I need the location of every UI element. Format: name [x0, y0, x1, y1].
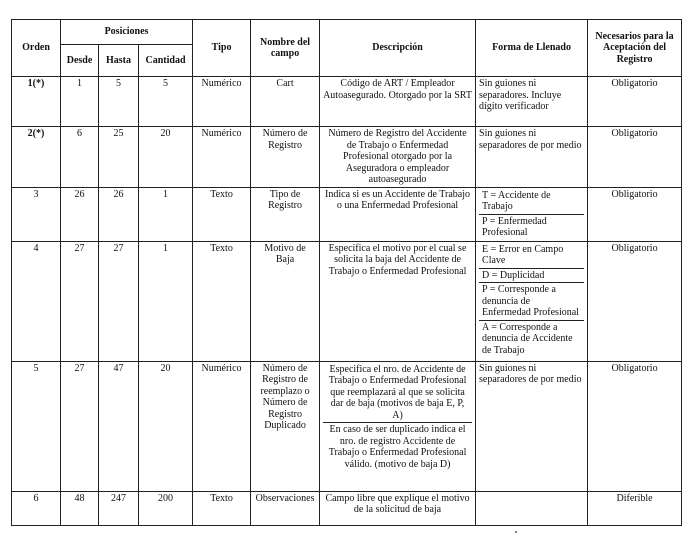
forma-option: T = Accidente de Trabajo — [479, 189, 584, 215]
cell-desde: 27 — [61, 361, 99, 491]
cell-cantidad: 20 — [139, 127, 193, 188]
cell-necesarios: Obligatorio — [588, 77, 682, 127]
table-row — [12, 187, 682, 241]
descripcion-part: Especifica el nro. de Accidente de Trabajo o Enfermedad Profesional que reemplazará al que se solicita dar de baja (motivos de baja E, P, A) — [323, 363, 472, 424]
cell-forma: Sin guiones ni separadores de por medio — [476, 361, 588, 491]
cell-nombre: Número de Registro de reemplazo o Número de Registro Duplicado — [251, 361, 320, 491]
field-spec-table — [11, 19, 682, 526]
cell-hasta: 25 — [99, 127, 139, 188]
cell-orden: 3 — [12, 187, 61, 241]
cell-necesarios: Obligatorio — [588, 241, 682, 361]
forma-option: P = Corresponde a denuncia de Enfermedad Profesional — [479, 283, 584, 321]
cell-nombre: Observaciones — [251, 491, 320, 525]
cell-descripcion: Número de Registro del Accidente de Trabajo o Enfermedad Profesional otorgado por la Aseguradora o empleador autoasegurado — [320, 127, 476, 188]
cell-desde: 48 — [61, 491, 99, 525]
cell-forma: Sin guiones ni separadores. Incluye dígito verificador — [476, 77, 588, 127]
cell-forma — [476, 187, 588, 241]
header-row-top — [12, 20, 682, 45]
cell-forma — [476, 491, 588, 525]
scan-speck — [515, 531, 517, 533]
cell-desde: 26 — [61, 187, 99, 241]
header-tipo: Tipo — [193, 20, 251, 77]
table-body — [12, 77, 682, 526]
cell-tipo: Numérico — [193, 127, 251, 188]
cell-tipo: Numérico — [193, 77, 251, 127]
cell-descripcion: Indica si es un Accidente de Trabajo o una Enfermedad Profesional — [320, 187, 476, 241]
header-cantidad: Cantidad — [139, 45, 193, 77]
cell-desde: 6 — [61, 127, 99, 188]
header-forma: Forma de Llenado — [476, 20, 588, 77]
cell-hasta: 5 — [99, 77, 139, 127]
cell-cantidad: 20 — [139, 361, 193, 491]
table-row — [12, 491, 682, 525]
cell-nombre: Número de Registro — [251, 127, 320, 188]
cell-hasta: 47 — [99, 361, 139, 491]
cell-necesarios: Obligatorio — [588, 361, 682, 491]
forma-option: A = Corresponde a denuncia de Accidente de Trabajo — [482, 321, 573, 356]
cell-forma: Sin guiones ni separadores de por medio — [476, 127, 588, 188]
header-necesarios: Necesarios para la Aceptación del Registro — [588, 20, 682, 77]
table-row — [12, 241, 682, 361]
cell-cantidad: 1 — [139, 241, 193, 361]
cell-orden: 1(*) — [12, 77, 61, 127]
cell-descripcion — [320, 361, 476, 491]
cell-nombre: Tipo de Registro — [251, 187, 320, 241]
cell-orden: 6 — [12, 491, 61, 525]
forma-option: E = Error en Campo Clave — [479, 243, 584, 269]
table-row — [12, 77, 682, 127]
cell-descripcion: Código de ART / Empleador Autoasegurado. Otorgado por la SRT — [320, 77, 476, 127]
cell-tipo: Texto — [193, 187, 251, 241]
header-orden: Orden — [12, 20, 61, 77]
cell-forma — [476, 241, 588, 361]
cell-descripcion: Especifica el motivo por el cual se solicita la baja del Accidente de Trabajo o Enfermedad Profesional — [320, 241, 476, 361]
cell-hasta: 247 — [99, 491, 139, 525]
header-posiciones: Posiciones — [61, 20, 193, 45]
cell-desde: 27 — [61, 241, 99, 361]
cell-cantidad: 1 — [139, 187, 193, 241]
forma-option: P = Enfermedad Profesional — [482, 215, 547, 238]
cell-desde: 1 — [61, 77, 99, 127]
header-hasta: Hasta — [99, 45, 139, 77]
cell-cantidad: 5 — [139, 77, 193, 127]
table-row — [12, 127, 682, 188]
cell-necesarios: Obligatorio — [588, 127, 682, 188]
cell-tipo: Numérico — [193, 361, 251, 491]
forma-option: D = Duplicidad — [479, 269, 584, 284]
cell-hasta: 26 — [99, 187, 139, 241]
cell-nombre: Motivo de Baja — [251, 241, 320, 361]
cell-orden: 4 — [12, 241, 61, 361]
cell-hasta: 27 — [99, 241, 139, 361]
header-nombre: Nombre del campo — [251, 20, 320, 77]
cell-tipo: Texto — [193, 241, 251, 361]
cell-necesarios: Diferible — [588, 491, 682, 525]
descripcion-part: En caso de ser duplicado indica el nro. de registro Accidente de Trabajo o Enfermedad Profesional válido. (motivo de baja D) — [328, 424, 467, 470]
header-desde: Desde — [61, 45, 99, 77]
cell-nombre: Cart — [251, 77, 320, 127]
cell-orden: 5 — [12, 361, 61, 491]
cell-necesarios: Obligatorio — [588, 187, 682, 241]
cell-cantidad: 200 — [139, 491, 193, 525]
cell-descripcion: Campo libre que explique el motivo de la solicitud de baja — [320, 491, 476, 525]
cell-tipo: Texto — [193, 491, 251, 525]
table-row — [12, 361, 682, 491]
header-descripcion: Descripción — [320, 20, 476, 77]
cell-orden: 2(*) — [12, 127, 61, 188]
